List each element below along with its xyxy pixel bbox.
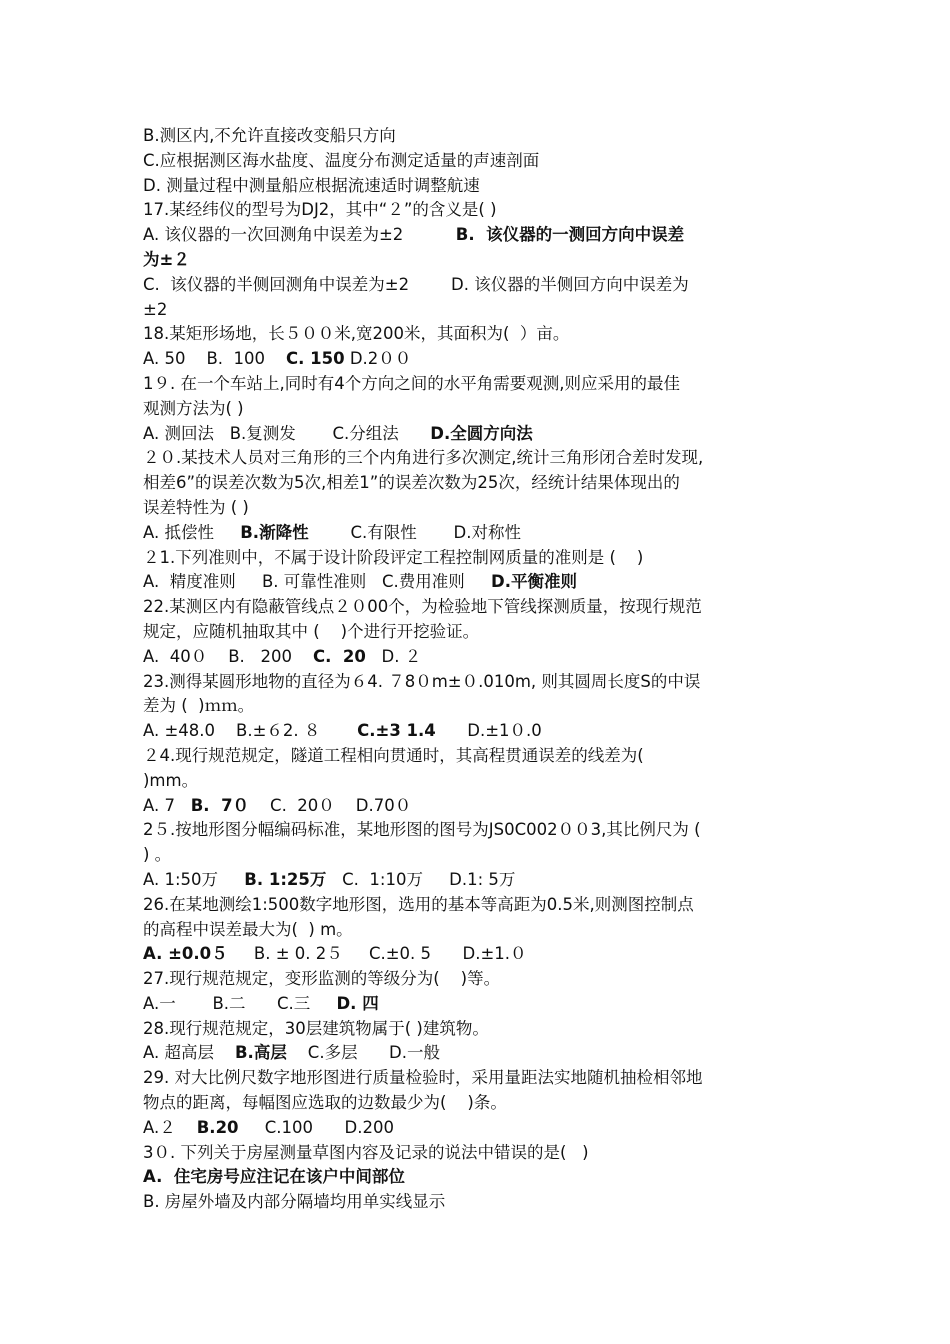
text-line	[143, 149, 823, 174]
text-line	[143, 719, 823, 744]
text-line	[143, 1041, 823, 1066]
text-line	[143, 546, 823, 571]
text-line	[143, 273, 823, 298]
line-text: A. 超高层	[143, 1043, 235, 1063]
text-line	[143, 471, 823, 496]
line-text: 规定，应随机抽取其中 ( )个进行开挖验证。	[143, 621, 480, 641]
line-text: A. 精度准则 B. 可靠性准则 C.费用准则	[143, 572, 491, 592]
exam-text-body	[143, 124, 823, 1215]
line-text: A. 1:50万	[143, 869, 245, 889]
text-line	[143, 198, 823, 223]
answer-text: B. 7０	[190, 795, 250, 815]
text-line	[143, 942, 823, 967]
line-text: )mm。	[143, 770, 199, 790]
line-text: C.多层 D.一般	[286, 1043, 440, 1063]
text-line	[143, 1091, 823, 1116]
line-text: A.２	[143, 1117, 197, 1137]
line-text: C.应根据测区海水盐度、温度分布测定适量的声速剖面	[143, 150, 540, 170]
answer-text: C. 20	[312, 646, 366, 666]
text-line	[143, 1190, 823, 1215]
line-text: C.100 D.200	[238, 1117, 394, 1137]
text-line	[143, 521, 823, 546]
line-text: ２０.某技术人员对三角形的三个内角进行多次测定,统计三角形闭合差时发现,	[143, 448, 704, 468]
line-text: ±2	[143, 299, 168, 319]
text-line	[143, 446, 823, 471]
text-line	[143, 744, 823, 769]
text-line	[143, 223, 823, 248]
text-line	[143, 124, 823, 149]
text-line	[143, 992, 823, 1017]
text-line	[143, 818, 823, 843]
answer-text: D. 四	[336, 993, 379, 1013]
line-text: 22.某测区内有隐蔽管线点２０00个，为检验地下管线探测质量，按现行规范	[143, 597, 702, 617]
line-text: 3０. 下列关于房屋测量草图内容及记录的说法中错误的是( )	[143, 1142, 589, 1162]
answer-text: C.±3 1.4	[357, 721, 436, 741]
answer-text: D.平衡准则	[491, 572, 577, 592]
line-text: 27.现行规范规定，变形监测的等级分为( )等。	[143, 969, 501, 989]
line-text: ) 。	[143, 845, 172, 865]
answer-text: B.高层	[234, 1043, 287, 1063]
line-text: D. 测量过程中测量船应根据流速适时调整航速	[143, 175, 480, 195]
line-text: 23.测得某圆形地物的直径为６4. ７8０m±０.010m, 则其圆周长度S的中误	[143, 671, 701, 691]
text-line	[143, 322, 823, 347]
answer-text: B.20	[196, 1117, 239, 1137]
line-text: C.有限性 D.对称性	[308, 522, 521, 542]
line-text: 26.在某地测绘1:500数字地形图，选用的基本等高距为0.5米,则测图控制点	[143, 894, 694, 914]
text-line	[143, 645, 823, 670]
text-line	[143, 248, 823, 273]
text-line	[143, 397, 823, 422]
text-line	[143, 595, 823, 620]
answer-text: A. 住宅房号应注记在该户中间部位	[143, 1167, 405, 1187]
line-text: C. 1:10万 D.1: 5万	[326, 869, 516, 889]
text-line	[143, 1116, 823, 1141]
text-line	[143, 496, 823, 521]
text-line	[143, 893, 823, 918]
text-line	[143, 347, 823, 372]
line-text: A. 该仪器的一次回测角中误差为±2	[143, 225, 456, 245]
line-text: A.一 B.二 C.三	[143, 993, 337, 1013]
line-text: B.测区内,不允许直接改变船只方向	[143, 126, 396, 145]
line-text: 1９. 在一个车站上,同时有4个方向之间的水平角需要观测,则应采用的最佳	[143, 373, 680, 393]
text-line	[143, 694, 823, 719]
line-text: A. 测回法 B.复测发 C.分组法	[143, 423, 431, 443]
text-line	[143, 670, 823, 695]
text-line	[143, 868, 823, 893]
text-line	[143, 570, 823, 595]
line-text: 28.现行规范规定，30层建筑物属于( )建筑物。	[143, 1018, 489, 1038]
text-line	[143, 422, 823, 447]
text-line	[143, 843, 823, 868]
text-line	[143, 1141, 823, 1166]
line-text: C. 该仪器的半侧回测角中误差为±2 D. 该仪器的半侧回方向中误差为	[143, 274, 689, 294]
text-line	[143, 1066, 823, 1091]
line-text: A. ±48.0 B.±６2. ８	[143, 721, 358, 741]
line-text: A. 50 B. 100	[143, 349, 286, 369]
line-text: 18.某矩形场地，长５００米,宽200米，其面积为( ）亩。	[143, 324, 570, 344]
line-text: 物点的距离，每幅图应选取的边数最少为( )条。	[143, 1093, 507, 1113]
text-line	[143, 794, 823, 819]
line-text: A. 抵偿性	[143, 522, 241, 542]
line-text: 2５.按地形图分幅编码标准，某地形图的图号为JS0C002００3,其比例尺为 (	[143, 820, 701, 840]
line-text: B. 房屋外墙及内部分隔墙均用单实线显示	[143, 1192, 446, 1212]
text-line	[143, 1017, 823, 1042]
text-line	[143, 298, 823, 323]
text-line	[143, 620, 823, 645]
line-text: 观测方法为( )	[143, 398, 244, 418]
line-text: 17.某经纬仪的型号为DJ2，其中“２”的含义是( )	[143, 200, 497, 220]
answer-text: B. 该仪器的一测回方向中误差	[455, 225, 685, 245]
answer-text: A. ±0.0５	[143, 944, 228, 964]
line-text: A. 40０ B. 200	[143, 646, 313, 666]
line-text: D.2００	[344, 349, 412, 369]
line-text: 相差6”的误差次数为5次,相差1”的误差次数为25次，经统计结果体现出的	[143, 473, 680, 493]
answer-text: 为±２	[143, 249, 190, 269]
text-line	[143, 174, 823, 199]
line-text: D.±1０.0	[435, 721, 542, 741]
text-line	[143, 372, 823, 397]
answer-text: B.渐降性	[240, 522, 309, 542]
line-text: C. 20０ D.70０	[249, 795, 412, 815]
answer-text: C. 150	[286, 349, 345, 369]
text-line	[143, 1165, 823, 1190]
line-text: ２4.现行规范规定，隧道工程相向贯通时，其高程贯通误差的线差为(	[143, 745, 644, 765]
line-text: D. ２	[365, 646, 422, 666]
line-text: ２1.下列准则中，不属于设计阶段评定工程控制网质量的准则是 ( )	[143, 547, 644, 567]
text-line	[143, 918, 823, 943]
line-text: 误差特性为 ( )	[143, 497, 249, 517]
answer-text: D.全圆方向法	[430, 423, 533, 443]
text-line	[143, 769, 823, 794]
line-text: 差为 ( )ｍｍ。	[143, 696, 255, 716]
line-text: 的高程中误差最大为( ) m。	[143, 919, 353, 939]
line-text: B. ± 0. 2５ C.±0. 5 D.±1.０	[227, 944, 527, 964]
line-text: A. 7	[143, 795, 191, 815]
text-line	[143, 967, 823, 992]
line-text: 29. 对大比例尺数字地形图进行质量检验时，采用量距法实地随机抽检相邻地	[143, 1068, 703, 1088]
answer-text: B. 1:25万	[244, 869, 327, 889]
